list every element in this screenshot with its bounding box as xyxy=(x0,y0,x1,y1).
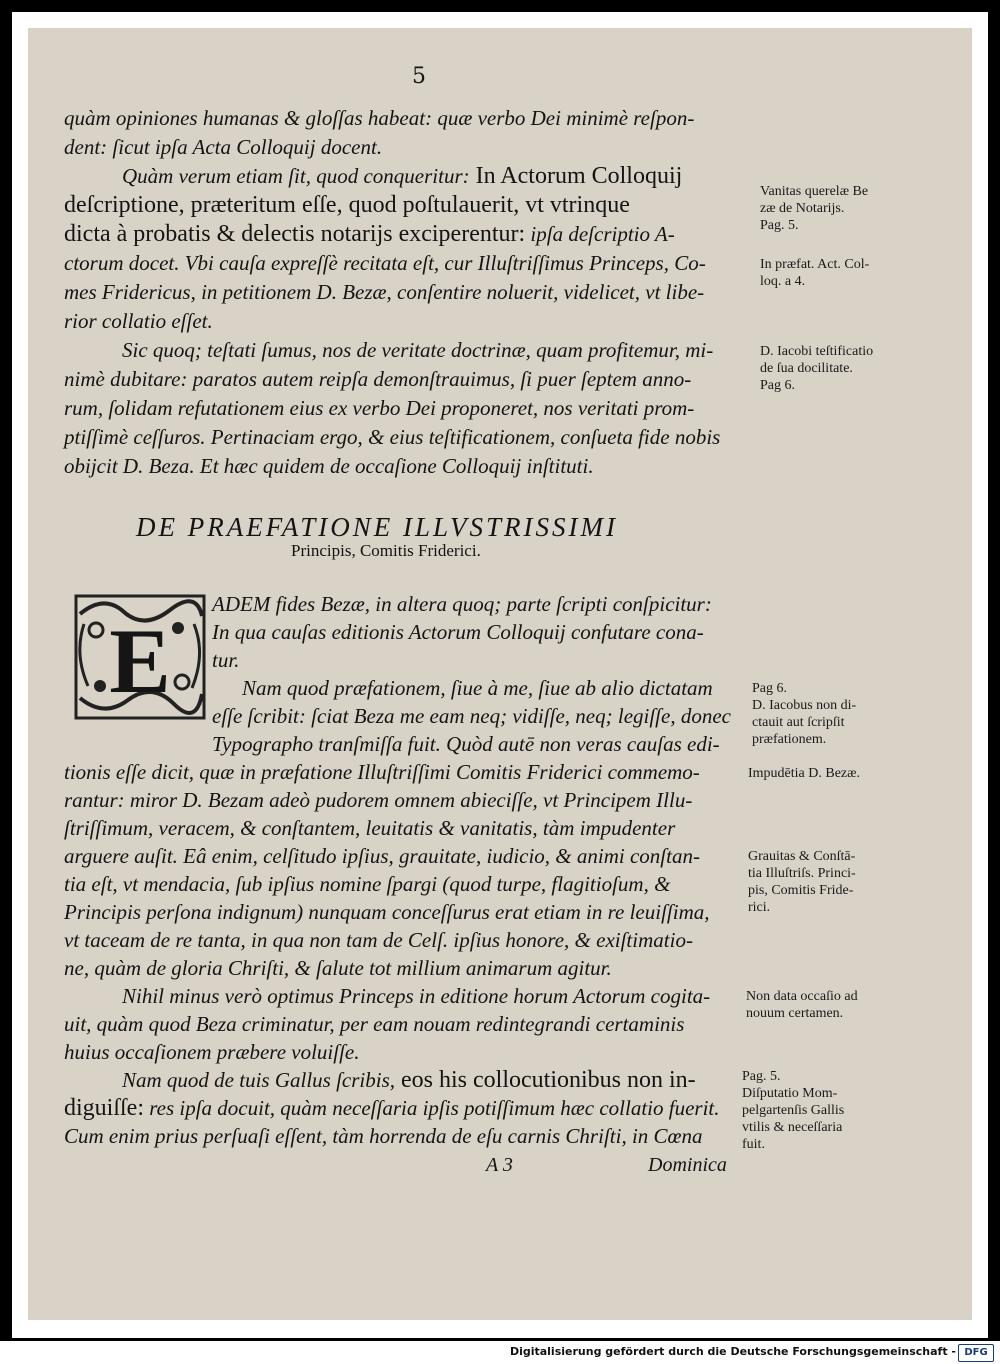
text-line: rior collatio eſſet. xyxy=(64,309,213,333)
text-span: ipſa deſcriptio A- xyxy=(525,222,675,246)
text-line: deſcriptione, præteritum eſſe, quod poſtulauerit, vt vtrinque xyxy=(64,192,630,218)
text-line: Nam quod præfationem, ſiue à me, ſiue ab alio dictatam xyxy=(242,676,713,700)
text-line: huius occaſionem præbere voluiſſe. xyxy=(64,1040,360,1064)
text-line: Principis perſona indignum) nunquam conceſſurus erat etiam in re leuiſſima, xyxy=(64,900,710,924)
text-span: In Actorum Colloquij xyxy=(469,163,683,189)
footer-bar xyxy=(0,1341,1000,1364)
text-span: Quàm verum etiam ſit, quod conqueritur: xyxy=(122,164,470,188)
marginal-note xyxy=(748,848,856,916)
note-line: fuit. xyxy=(742,1137,765,1152)
catchword: Dominica xyxy=(648,1154,727,1176)
text-line: Nihil minus verò optimus Princeps in editione horum Actorum cogita- xyxy=(122,984,711,1008)
text-line: ne, quàm de gloria Chriſti, & ſalute tot millium animarum agitur. xyxy=(64,956,612,980)
note-line: Diſputatio Mom- xyxy=(742,1086,838,1101)
text-line: ADEM fides Bezæ, in altera quoq; parte ſcripti conſpicitur: xyxy=(212,592,712,616)
text-span: Nam quod de tuis Gallus ſcribis, xyxy=(122,1068,396,1092)
signature-mark: A 3 xyxy=(486,1154,513,1176)
text-line: ſtriſſimum, veracem, & conſtantem, leuitatis & vanitatis, tàm impudenter xyxy=(64,816,676,840)
note-line: Vanitas querelæ Be xyxy=(760,184,869,199)
note-line: Pag 6. xyxy=(760,378,795,393)
text-line: Sic quoq; teſtati ſumus, nos de veritate doctrinæ, quam profitemur, mi- xyxy=(122,338,714,362)
text-line: In qua cauſas editionis Actorum Colloquij confutare cona- xyxy=(212,620,704,644)
text-line: quàm opiniones humanas & gloſſas habeat: quæ verbo Dei minimè reſpon- xyxy=(64,106,695,130)
main-text-lower xyxy=(64,590,754,1150)
note-line: Grauitas & Conſtā- xyxy=(748,849,856,864)
section-subheading: Principis, Comitis Friderici. xyxy=(291,541,481,560)
note-line: tia Illuſtriſs. Princi- xyxy=(748,866,856,881)
text-line: uit, quàm quod Beza criminatur, per eam nouam redintegrandi certaminis xyxy=(64,1012,685,1036)
marginal-note xyxy=(748,765,860,782)
note-line: D. Iacobi teſtificatio xyxy=(760,344,874,359)
main-text-upper xyxy=(64,104,754,481)
marginal-note xyxy=(752,680,856,748)
text-span: dicta à probatis & delectis notarijs exciperentur: xyxy=(64,221,526,247)
text-line xyxy=(64,162,754,191)
text-line: tur. xyxy=(212,648,240,672)
footer-credit: Digitalisierung gefördert durch die Deutsche Forschungsgemeinschaft - xyxy=(509,1345,956,1358)
note-line: pelgartenſis Gallis xyxy=(742,1103,845,1118)
note-line: Pag 6. xyxy=(752,681,787,696)
text-line: mes Fridericus, in petitionem D. Bezæ, conſentire noluerit, videlicet, vt libe- xyxy=(64,280,705,304)
page-number: 5 xyxy=(412,64,426,89)
note-line: Pag. 5. xyxy=(742,1069,781,1084)
text-line: Cum enim prius perſuaſi eſſent, tàm horrenda de eſu carnis Chriſti, in Cœna xyxy=(64,1124,703,1148)
marginal-note xyxy=(760,343,873,394)
note-line: zæ de Notarijs. xyxy=(760,201,845,216)
text-line: ptiſſimè ceſſuros. Pertinaciam ergo, & eius teſtificationem, conſueta fide nobis xyxy=(64,425,721,449)
note-line: rici. xyxy=(748,900,771,915)
note-line: de ſua docilitate. xyxy=(760,361,853,376)
text-line: tionis eſſe dicit, quæ in præfatione Illuſtriſſimi Comitis Friderici commemo- xyxy=(64,760,700,784)
note-line: vtilis & neceſſaria xyxy=(742,1120,843,1135)
note-line: Non data occaſio ad xyxy=(746,989,858,1004)
marginal-note xyxy=(742,1068,844,1153)
text-line: dent: ſicut ipſa Acta Colloquij docent. xyxy=(64,135,383,159)
dfg-logo-icon: DFG xyxy=(958,1344,994,1362)
text-line: obijcit D. Beza. Et hæc quidem de occaſione Colloquij inſtituti. xyxy=(64,454,594,478)
text-line: nimè dubitare: paratos autem reipſa demonſtrauimus, ſi puer ſeptem anno- xyxy=(64,367,692,391)
note-line: nouum certamen. xyxy=(746,1006,844,1021)
note-line: Pag. 5. xyxy=(760,218,799,233)
text-line xyxy=(64,1094,754,1122)
text-line xyxy=(64,1066,754,1094)
text-line: vt taceam de re tanta, in qua non tam de Celſ. ipſius honore, & exiſtimatio- xyxy=(64,928,693,952)
note-line: Impudētia D. Bezæ. xyxy=(748,766,860,781)
svg-text:E: E xyxy=(109,610,171,712)
text-line: Typographo tranſmiſſa fuit. Quòd autē non veras cauſas edi- xyxy=(212,732,720,756)
text-span: res ipſa docuit, quàm neceſſaria ipſis potiſſimum hæc collatio fuerit. xyxy=(144,1096,720,1120)
text-line: rum, ſolidam refutationem eius ex verbo Dei proponeret, nos veritati prom- xyxy=(64,396,695,420)
text-line: eſſe ſcribit: ſciat Beza me eam neq; vidiſſe, neq; legiſſe, donec xyxy=(212,704,731,728)
text-line: tia eſt, vt mendacia, ſub ipſius nomine ſpargi (quod turpe, flagitioſum, & xyxy=(64,872,671,896)
marginal-note xyxy=(760,183,868,234)
note-line: ctauit aut ſcripſit xyxy=(752,715,845,730)
text-span: eos his collocutionibus non in- xyxy=(395,1067,696,1093)
text-line: arguere auſit. Eâ enim, celſitudo ipſius, grauitate, iudicio, & animi conſtan- xyxy=(64,844,700,868)
marginal-note xyxy=(760,256,869,290)
text-line: rantur: miror D. Bezam adeò pudorem omnem abieciſſe, vt Principem Illu- xyxy=(64,788,693,812)
note-line: D. Iacobus non di- xyxy=(752,698,857,713)
text-line xyxy=(64,220,754,249)
text-line: ctorum docet. Vbi cauſa expreſſè recitata eſt, cur Illuſtriſſimus Princeps, Co- xyxy=(64,251,706,275)
note-line: In præfat. Act. Col- xyxy=(760,257,870,272)
note-line: pis, Comitis Fride- xyxy=(748,883,854,898)
note-line: præfationem. xyxy=(752,732,827,747)
note-line: loq. a 4. xyxy=(760,274,806,289)
marginal-note xyxy=(746,988,858,1022)
text-span: diguiſſe: xyxy=(64,1095,144,1121)
section-heading: DE PRAEFATIONE ILLVSTRISSIMI xyxy=(136,512,618,542)
